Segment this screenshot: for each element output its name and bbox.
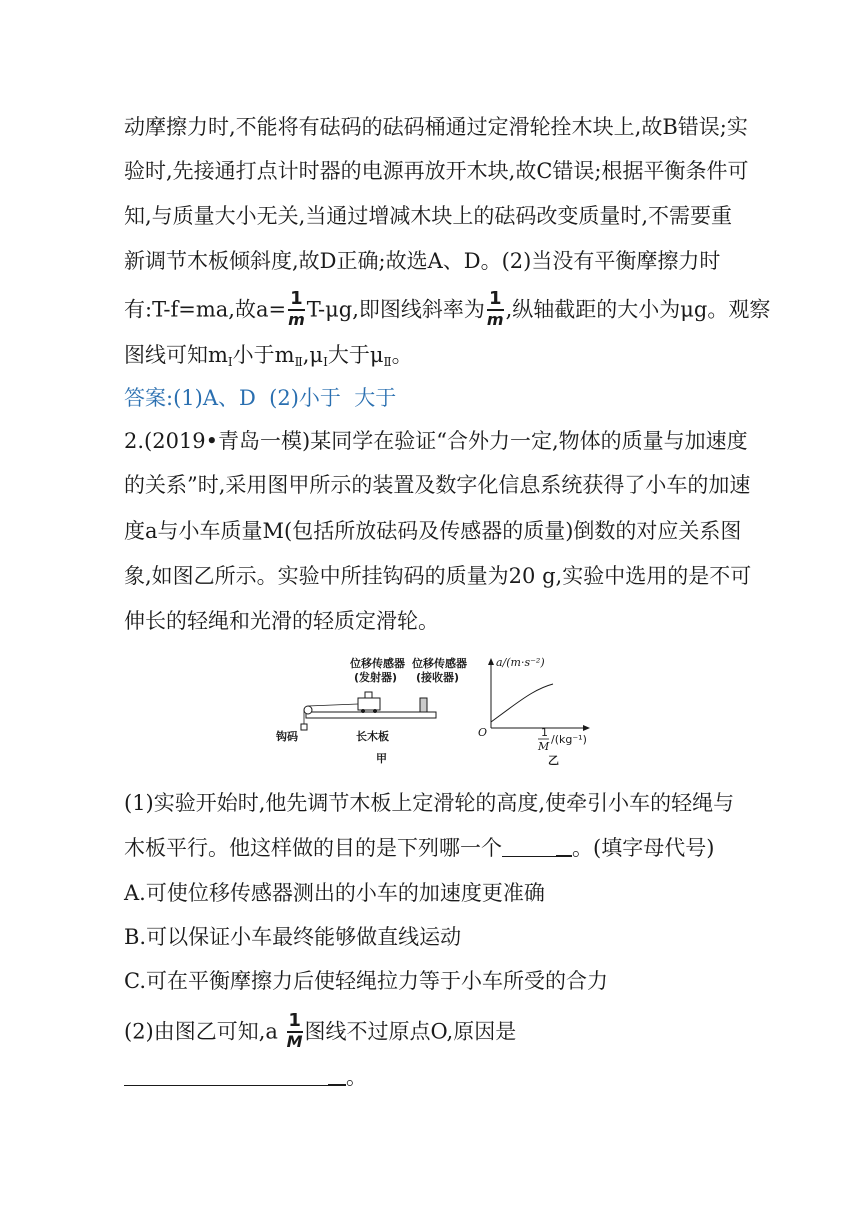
experiment-figure	[270, 652, 600, 772]
fraction-1-over-M	[287, 1012, 303, 1050]
text-line-with-subscripts	[124, 340, 413, 377]
x-axis-arrow-icon	[583, 725, 590, 731]
y-axis-arrow-icon	[488, 658, 494, 665]
subscript: Ⅰ	[227, 355, 233, 369]
sensor-receiver-sublabel: (接收器)	[416, 671, 460, 684]
question-line: 2.(2019•青岛一模)某同学在验证“合外力一定,物体的质量与加速度	[124, 429, 748, 453]
text-segment: ,μ	[302, 343, 324, 367]
sensor-transmitter-label: 位移传感器	[350, 657, 405, 670]
graph-b	[478, 656, 590, 767]
subscript: Ⅱ	[294, 355, 303, 369]
question-line: 度a与小车质量M(包括所放砝码及传感器的质量)倒数的对应关系图	[124, 519, 742, 543]
transmitter-sensor	[365, 692, 372, 698]
part2-line-with-fraction	[124, 1010, 517, 1052]
part1-line-with-blank	[124, 833, 714, 863]
question-line: 象,如图乙所示。实验中所挂钩码的质量为20 g,实验中选用的是不可	[124, 564, 752, 588]
subscript: Ⅱ	[383, 355, 392, 369]
long-board	[306, 712, 436, 718]
part2-blank-line	[124, 1062, 367, 1092]
text-segment: 大于μ	[327, 343, 384, 367]
text-segment: 。	[346, 1065, 367, 1089]
sensor-transmitter-sublabel: (发射器)	[354, 671, 398, 684]
hook-weight	[301, 724, 307, 730]
pulley-icon	[304, 706, 312, 714]
wheel-icon	[373, 709, 377, 713]
board-label: 长木板	[356, 730, 389, 743]
figure-b-caption: 乙	[548, 754, 559, 767]
fraction-numerator: 1	[288, 1010, 301, 1031]
fraction-denominator: m	[288, 310, 305, 329]
apparatus-diagram	[276, 656, 467, 765]
part1-line: (1)实验开始时,他先调节木板上定滑轮的高度,使牵引小车的轻绳与	[124, 791, 735, 815]
text-line-with-fractions	[124, 288, 771, 330]
origin-label: O	[478, 726, 488, 739]
text-segment: ,纵轴截距的大小为μg。观察	[505, 297, 771, 322]
answer-blank[interactable]	[124, 1065, 346, 1086]
fraction-denominator: m	[486, 310, 504, 329]
fraction-1-over-m	[487, 290, 504, 328]
fraction-numerator: 1	[487, 290, 504, 311]
text-segment: 图线可知m	[124, 343, 228, 367]
fraction-denominator: M	[286, 1032, 303, 1051]
graph-curve	[491, 684, 553, 722]
answer-line	[124, 383, 396, 413]
subscript: Ⅰ	[323, 355, 328, 369]
fraction-1-over-m	[288, 290, 305, 328]
x-axis-label-denominator: M	[538, 740, 550, 753]
receiver-sensor	[420, 698, 427, 712]
text-segment: 。(填字母代号)	[572, 836, 715, 860]
wheel-icon	[361, 709, 365, 713]
sensor-receiver-label: 位移传感器	[412, 657, 467, 670]
answer-label: 答案:	[124, 386, 174, 410]
option-b: B.可以保证小车最终能够做直线运动	[124, 925, 462, 949]
text-line: 知,与质量大小无关,当通过增减木块上的砝码改变质量时,不需要重	[124, 204, 733, 228]
answer-text: (1)A、D (2)小于 大于	[173, 386, 397, 410]
figure-a-caption: 甲	[376, 752, 387, 765]
text-segment: 。	[391, 343, 413, 367]
text-segment: T-μg,即图线斜率为	[306, 297, 485, 322]
question-line: 伸长的轻绳和光滑的轻质定滑轮。	[124, 609, 439, 633]
text-line: 新调节木板倾斜度,故D正确;故选A、D。(2)当没有平衡摩擦力时	[124, 249, 721, 273]
text-segment: (2)由图乙可知,a	[124, 1019, 285, 1044]
fraction-numerator: 1	[288, 290, 305, 311]
text-line: 验时,先接通打点计时器的电源再放开木块,故C错误;根据平衡条件可	[124, 159, 749, 183]
cart	[358, 698, 380, 710]
hook-weight-label: 钩码	[276, 730, 298, 743]
text-segment: 小于m	[232, 343, 295, 367]
text-segment: 图线不过原点O,原因是	[304, 1019, 517, 1044]
x-axis-label-unit: /(kg⁻¹)	[551, 733, 587, 746]
answer-blank[interactable]	[502, 836, 572, 857]
y-axis-label: a/(m·s⁻²)	[496, 656, 545, 669]
string	[308, 704, 358, 706]
text-segment: 木板平行。他这样做的目的是下列哪一个	[124, 836, 502, 860]
text-segment: 有:T-f=ma,故a=	[124, 297, 287, 322]
x-axis-label-numerator: 1	[541, 726, 548, 739]
option-c: C.可在平衡摩擦力后使轻绳拉力等于小车所受的合力	[124, 969, 608, 993]
text-line: 动摩擦力时,不能将有砝码的砝码桶通过定滑轮拴木块上,故B错误;实	[124, 115, 748, 139]
question-line: 的关系”时,采用图甲所示的装置及数字化信息系统获得了小车的加速	[124, 473, 751, 497]
option-a: A.可使位移传感器测出的小车的加速度更准确	[124, 881, 545, 905]
